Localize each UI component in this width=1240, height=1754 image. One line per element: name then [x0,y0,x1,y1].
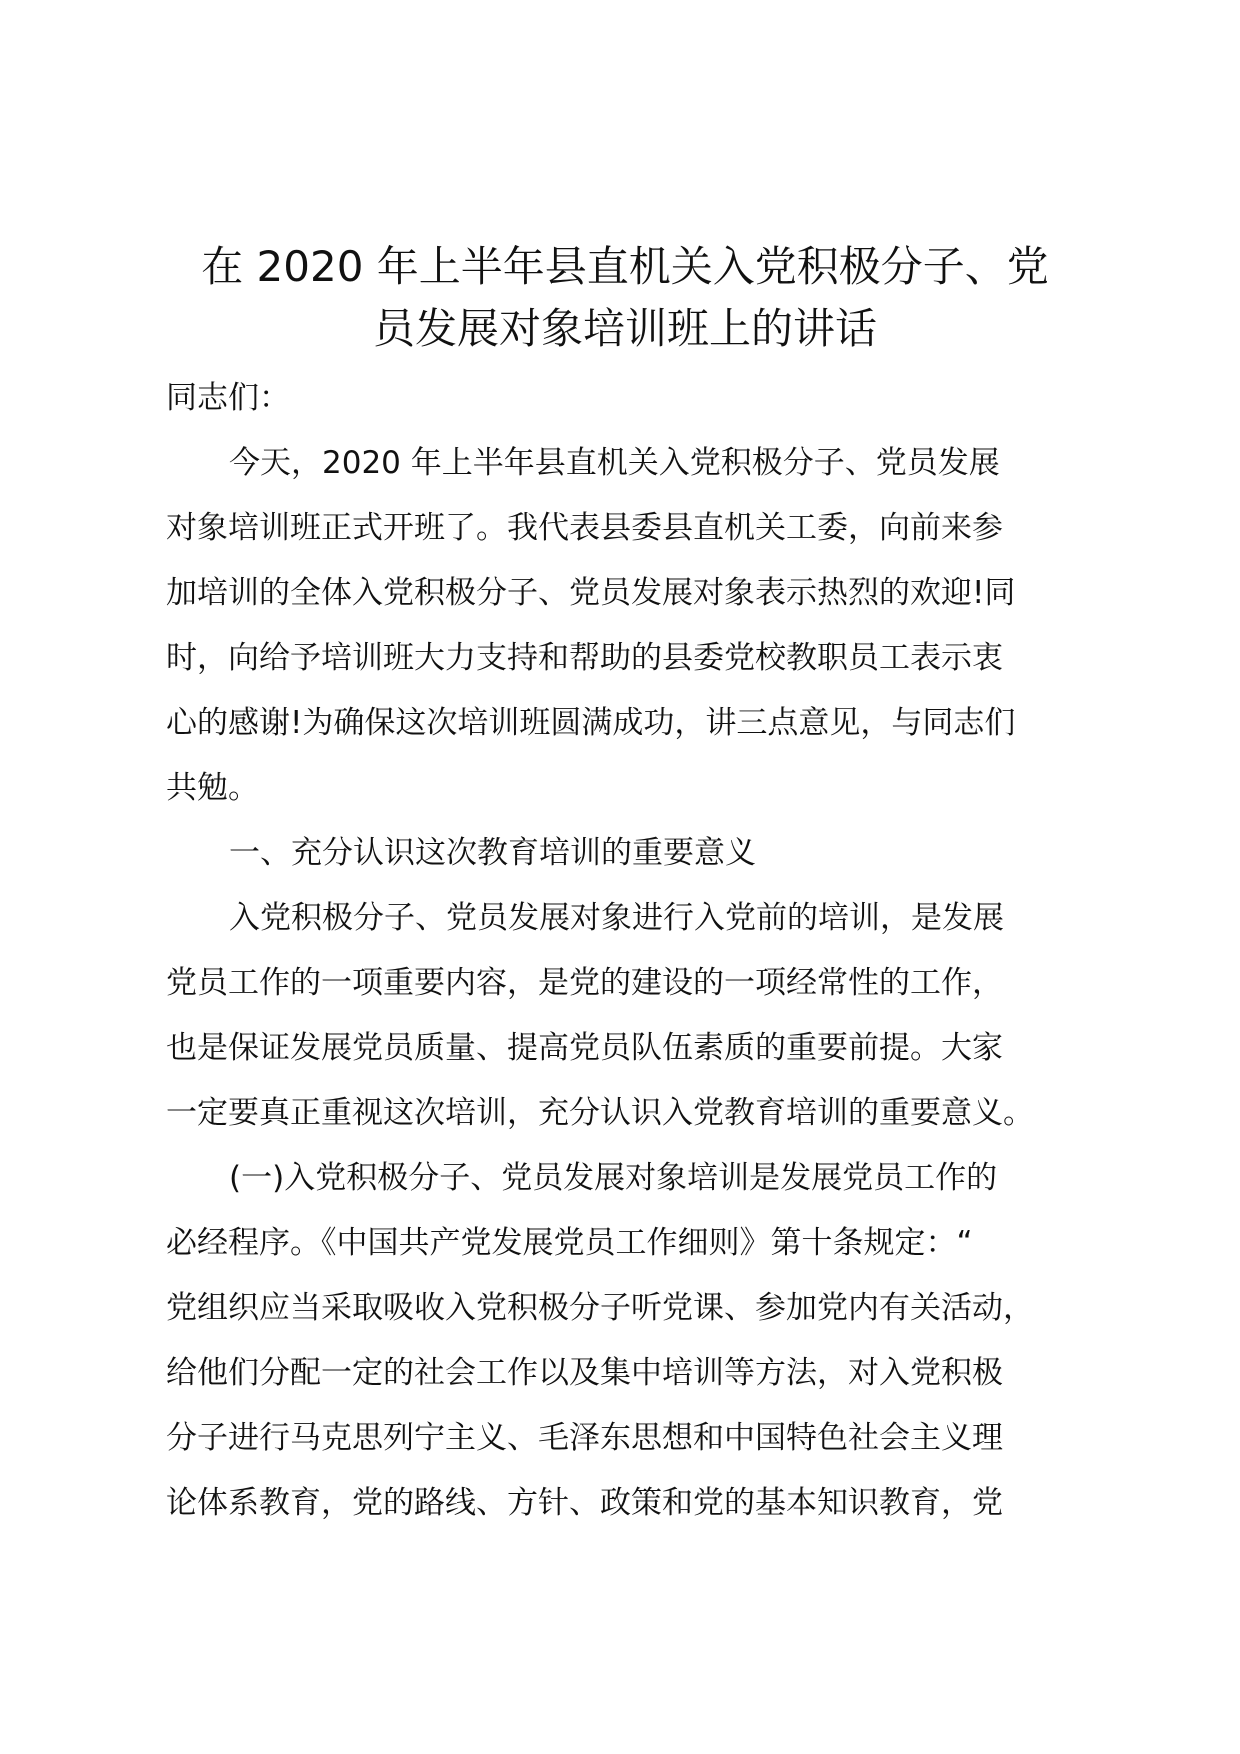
paragraph-subpoint-1 [166,1146,1106,1536]
paragraph-line: 必经程序。《中国共产党发展党员工作细则》第十条规定：“ [166,1225,973,1261]
paragraph-line: 入党积极分子、党员发展对象进行入党前的培训，是发展 [229,900,1004,936]
section-heading: 一、充分认识这次教育培训的重要意义 [229,835,756,871]
title-line: 员发展对象培训班上的讲话 [372,304,877,353]
paragraph-line: 心的感谢!为确保这次培训班圆满成功，讲三点意见，与同志们 [166,705,1016,741]
paragraph-opening [166,431,1106,821]
document-body [166,366,1106,1536]
paragraph-line: 共勉。 [166,770,259,806]
paragraph-significance [166,886,1106,1146]
paragraph-line: 时，向给予培训班大力支持和帮助的县委党校教职员工表示衷 [166,640,1003,676]
paragraph-line: 对象培训班正式开班了。我代表县委县直机关工委，向前来参 [166,510,1003,546]
salutation: 同志们： [166,380,290,416]
paragraph-line: (一)入党积极分子、党员发展对象培训是发展党员工作的 [229,1160,998,1196]
paragraph-line: 也是保证发展党员质量、提高党员队伍素质的重要前提。大家 [166,1030,1003,1066]
document-title [160,236,1090,360]
title-line: 在 2020 年上半年县直机关入党积极分子、党 [201,242,1049,291]
paragraph-line: 加培训的全体入党积极分子、党员发展对象表示热烈的欢迎!同 [166,575,1016,611]
paragraph-line: 分子进行马克思列宁主义、毛泽东思想和中国特色社会主义理 [166,1420,1003,1456]
paragraph-line: 今天，2020 年上半年县直机关入党积极分子、党员发展 [229,445,1000,481]
paragraph-line: 党员工作的一项重要内容，是党的建设的一项经常性的工作， [166,965,1003,1001]
paragraph-line: 论体系教育，党的路线、方针、政策和党的基本知识教育，党 [166,1485,1003,1521]
paragraph-line: 给他们分配一定的社会工作以及集中培训等方法，对入党积极 [166,1355,1003,1391]
paragraph-line: 党组织应当采取吸收入党积极分子听党课、参加党内有关活动， [166,1290,1034,1326]
paragraph-line: 一定要真正重视这次培训，充分认识入党教育培训的重要意义。 [166,1095,1034,1131]
